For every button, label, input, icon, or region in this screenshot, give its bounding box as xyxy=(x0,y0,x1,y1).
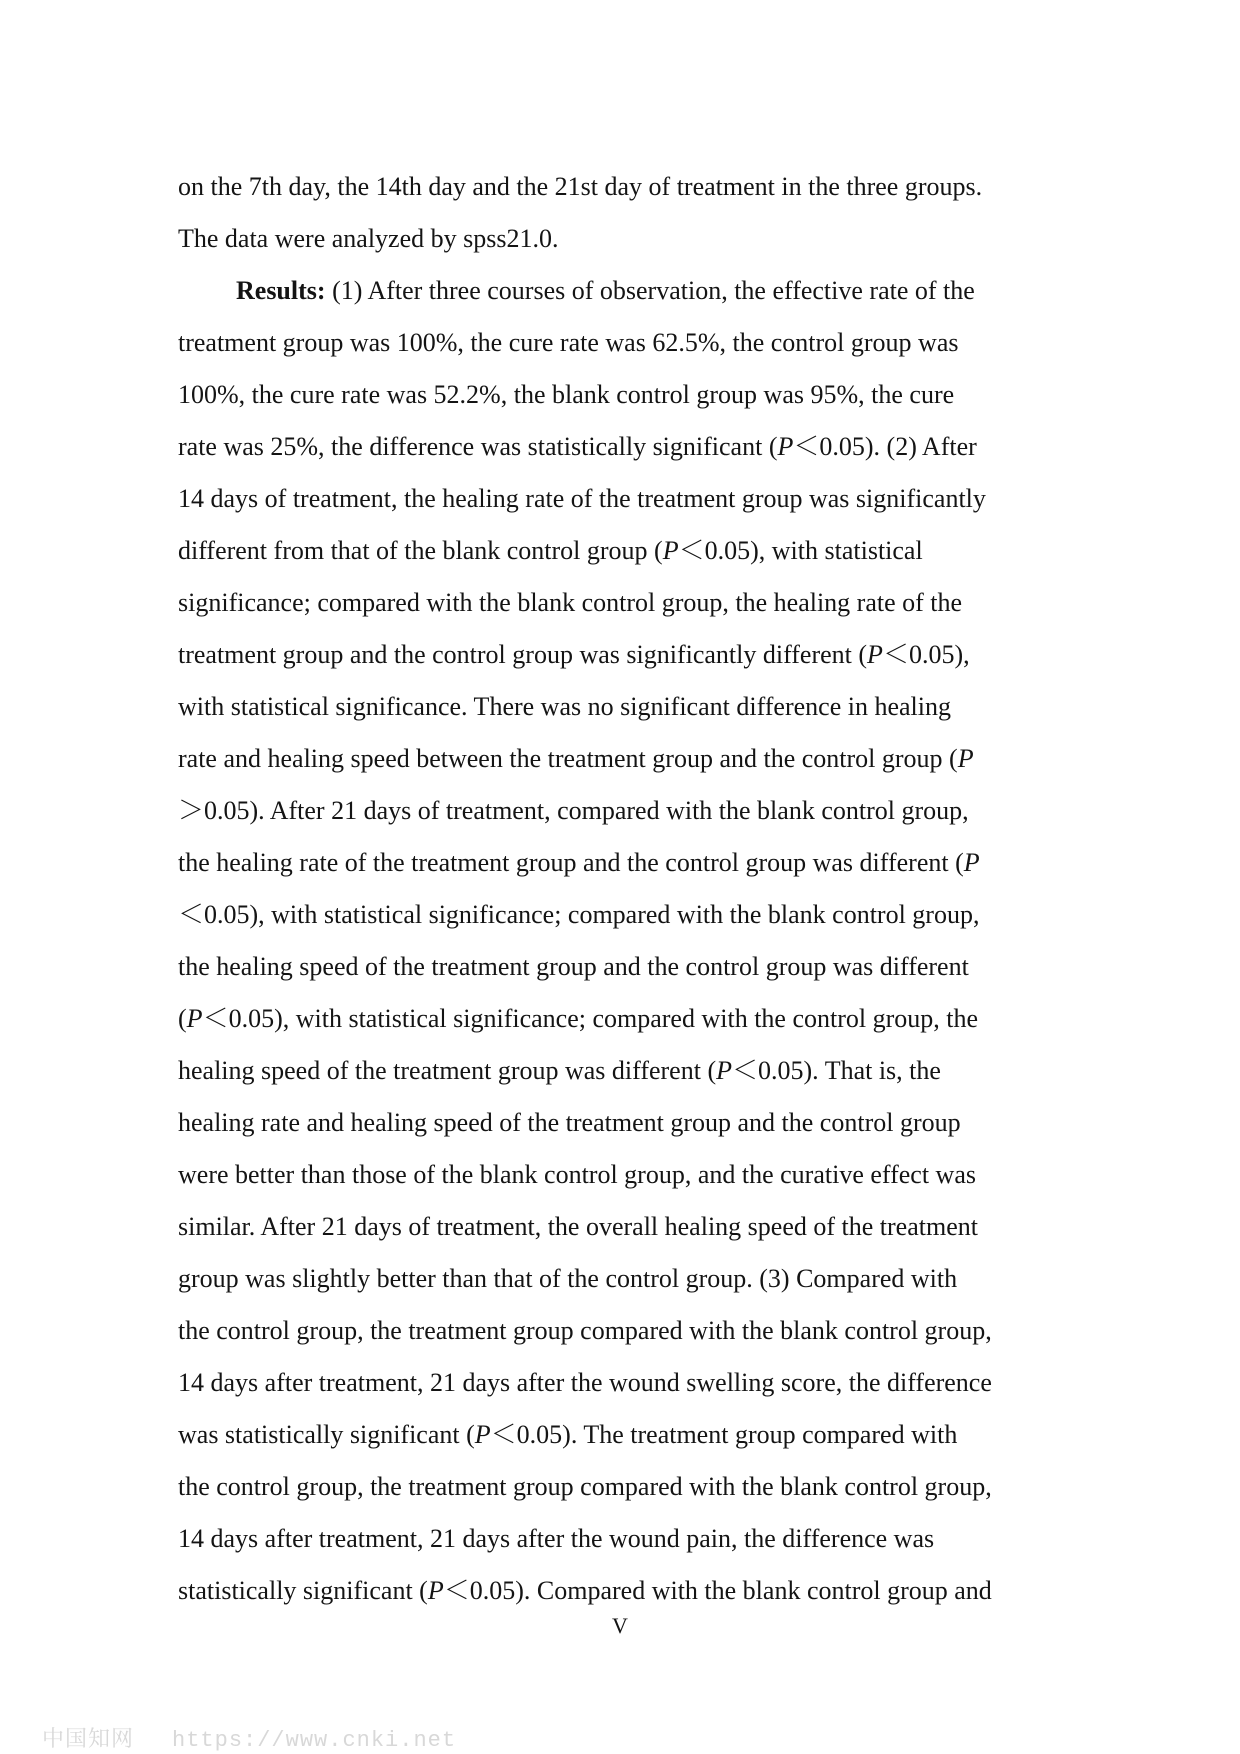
body-text xyxy=(178,161,1110,1617)
p-value-symbol: P xyxy=(662,536,679,565)
text-segment: ( xyxy=(178,1004,187,1033)
text-segment: treatment group and the control group was significantly different ( xyxy=(178,640,868,669)
watermark-url: https://www.cnki.net xyxy=(172,1728,457,1753)
text-segment: ＜0.05), with statistical significance; compared with the control group, the xyxy=(202,1004,979,1033)
p-value-symbol: P xyxy=(867,640,883,669)
p-value-symbol: P xyxy=(716,1056,732,1085)
text-line: significance; compared with the blank control group, the healing rate of the xyxy=(178,588,963,617)
text-segment: was statistically significant ( xyxy=(178,1420,475,1449)
text-line: on the 7th day, the 14th day and the 21st day of treatment in the three groups. xyxy=(178,172,983,201)
text-line: 100%, the cure rate was 52.2%, the blank control group was 95%, the cure xyxy=(178,380,955,409)
text-line: healing rate and healing speed of the treatment group and the control group xyxy=(178,1108,961,1137)
text-line xyxy=(178,525,1110,577)
text-line xyxy=(178,1565,1110,1617)
page-number: V xyxy=(612,1613,628,1638)
watermark-brand: 中国知网 xyxy=(42,1726,135,1751)
text-line: the healing speed of the treatment group and the control group was different xyxy=(178,952,969,981)
text-segment: statistically significant ( xyxy=(178,1576,428,1605)
cnki-watermark xyxy=(42,1722,456,1753)
text-segment: healing speed of the treatment group was different ( xyxy=(178,1056,717,1085)
text-segment: ＜0.05), with statistical xyxy=(678,536,923,565)
text-segment: ＜0.05), xyxy=(882,640,970,669)
p-value-symbol: P xyxy=(777,432,794,461)
p-value-symbol: P xyxy=(963,848,980,877)
p-value-symbol: P xyxy=(186,1004,203,1033)
text-segment: rate was 25%, the difference was statistically significant ( xyxy=(178,432,778,461)
text-line: 14 days after treatment, 21 days after the wound swelling score, the difference xyxy=(178,1368,992,1397)
text-line xyxy=(178,421,1110,473)
text-line: 14 days after treatment, 21 days after the wound pain, the difference was xyxy=(178,1524,935,1553)
text-segment: ＜0.05). (2) After xyxy=(793,432,977,461)
text-line: were better than those of the blank control group, and the curative effect was xyxy=(178,1160,976,1189)
text-line xyxy=(178,1045,1110,1097)
text-line xyxy=(178,629,1110,681)
text-line: ＞0.05). After 21 days of treatment, compared with the blank control group, xyxy=(178,796,969,825)
text-segment: (1) After three courses of observation, the effective rate of the xyxy=(325,276,975,305)
text-line: similar. After 21 days of treatment, the overall healing speed of the treatment xyxy=(178,1212,978,1241)
text-line xyxy=(178,993,1110,1045)
text-segment: different from that of the blank control group ( xyxy=(178,536,663,565)
p-value-symbol: P xyxy=(474,1420,491,1449)
text-line: The data were analyzed by spss21.0. xyxy=(178,224,559,253)
text-line: ＜0.05), with statistical significance; compared with the blank control group, xyxy=(178,900,980,929)
text-line: treatment group was 100%, the cure rate was 62.5%, the control group was xyxy=(178,328,959,357)
text-segment: ＜0.05). Compared with the blank control group and xyxy=(443,1576,992,1605)
text-line: the control group, the treatment group compared with the blank control group, xyxy=(178,1472,992,1501)
text-line xyxy=(178,733,1110,785)
text-line xyxy=(178,837,1110,889)
text-line: 14 days of treatment, the healing rate of the treatment group was significantly xyxy=(178,484,986,513)
results-heading: Results: xyxy=(236,276,326,305)
text-line xyxy=(178,1409,1110,1461)
text-line: group was slightly better than that of the control group. (3) Compared with xyxy=(178,1264,958,1293)
text-segment: the healing rate of the treatment group and the control group was different ( xyxy=(178,848,964,877)
p-value-symbol: P xyxy=(427,1576,444,1605)
results-line xyxy=(178,265,1110,317)
text-line: the control group, the treatment group compared with the blank control group, xyxy=(178,1316,992,1345)
p-value-symbol: P xyxy=(957,744,974,773)
text-segment: ＜0.05). That is, the xyxy=(732,1056,941,1085)
text-segment: ＜0.05). The treatment group compared with xyxy=(490,1420,958,1449)
text-line: with statistical significance. There was no significant difference in healing xyxy=(178,692,952,721)
text-segment: rate and healing speed between the treatment group and the control group ( xyxy=(178,744,958,773)
